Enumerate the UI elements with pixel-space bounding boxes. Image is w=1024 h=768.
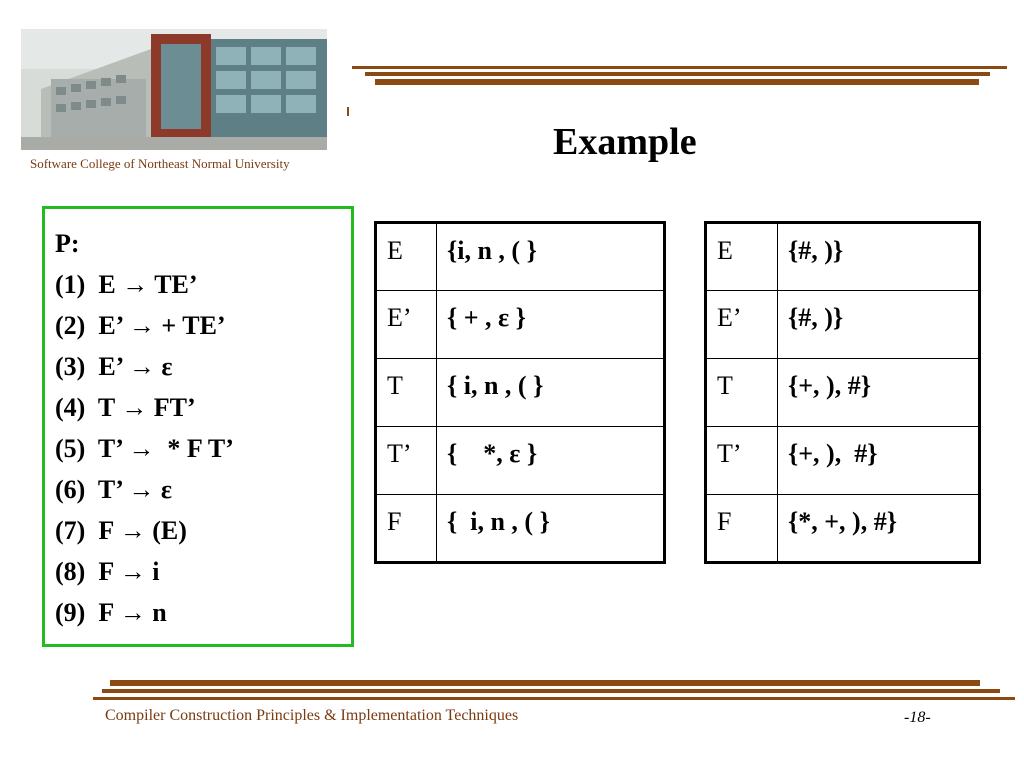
- production-item: (4) T → FT’: [55, 393, 196, 422]
- symbol-cell: T: [376, 359, 437, 427]
- set-cell: { i, n , ( }: [437, 495, 665, 563]
- set-cell: {i, n , ( }: [437, 223, 665, 291]
- college-name: Software College of Northeast Normal University: [30, 156, 290, 171]
- set-cell: {#, )}: [778, 223, 980, 291]
- production-item: (6) T’ → ε: [55, 475, 173, 504]
- slide-title: Example: [553, 121, 697, 163]
- header-rule-top: [352, 66, 1007, 69]
- symbol-cell: F: [706, 495, 778, 563]
- symbol-cell: F: [376, 495, 437, 563]
- footer-rule-bottom: [93, 697, 1015, 700]
- first-set-table: [374, 221, 666, 564]
- set-cell: {#, )}: [778, 291, 980, 359]
- production-item: (2) E’ → + TE’: [55, 311, 226, 340]
- header-rule-middle: [365, 72, 990, 76]
- table-row: [706, 291, 980, 359]
- set-cell: {+, ), #}: [778, 359, 980, 427]
- footer-rule-middle: [102, 689, 1000, 693]
- table-row: [706, 359, 980, 427]
- table-row: [376, 359, 665, 427]
- course-title: Compiler Construction Principles & Implementation Techniques: [105, 707, 519, 724]
- footer-rule-top: [110, 680, 980, 686]
- header-rule-bottom: [375, 79, 979, 85]
- production-item: (7) F → (E): [55, 516, 187, 545]
- production-item: (3) E’ → ε: [55, 352, 173, 381]
- symbol-cell: T: [706, 359, 778, 427]
- set-cell: { *, ε }: [437, 427, 665, 495]
- symbol-cell: T’: [376, 427, 437, 495]
- follow-set-table: [704, 221, 981, 564]
- table-row: [376, 223, 665, 291]
- table-row: [706, 223, 980, 291]
- table-row: [376, 291, 665, 359]
- table-row: [706, 495, 980, 563]
- table-row: [376, 427, 665, 495]
- building-image: [21, 29, 327, 150]
- college-building-photo: [21, 29, 327, 150]
- symbol-cell: E: [706, 223, 778, 291]
- symbol-cell: E’: [376, 291, 437, 359]
- production-item: (5) T’ → * F T’: [55, 434, 234, 463]
- table-row: [376, 495, 665, 563]
- set-cell: {*, +, ), #}: [778, 495, 980, 563]
- symbol-cell: E: [376, 223, 437, 291]
- set-cell: { i, n , ( }: [437, 359, 665, 427]
- production-item: (1) E → TE’: [55, 270, 198, 299]
- set-cell: {+, ), #}: [778, 427, 980, 495]
- symbol-cell: E’: [706, 291, 778, 359]
- page-number: -18-: [904, 709, 931, 726]
- productions-heading: P:: [55, 229, 80, 258]
- set-cell: { + , ε }: [437, 291, 665, 359]
- production-item: (9) F → n: [55, 598, 167, 627]
- table-row: [706, 427, 980, 495]
- header-tick-mark: [347, 107, 349, 116]
- symbol-cell: T’: [706, 427, 778, 495]
- production-item: (8) F → i: [55, 557, 160, 586]
